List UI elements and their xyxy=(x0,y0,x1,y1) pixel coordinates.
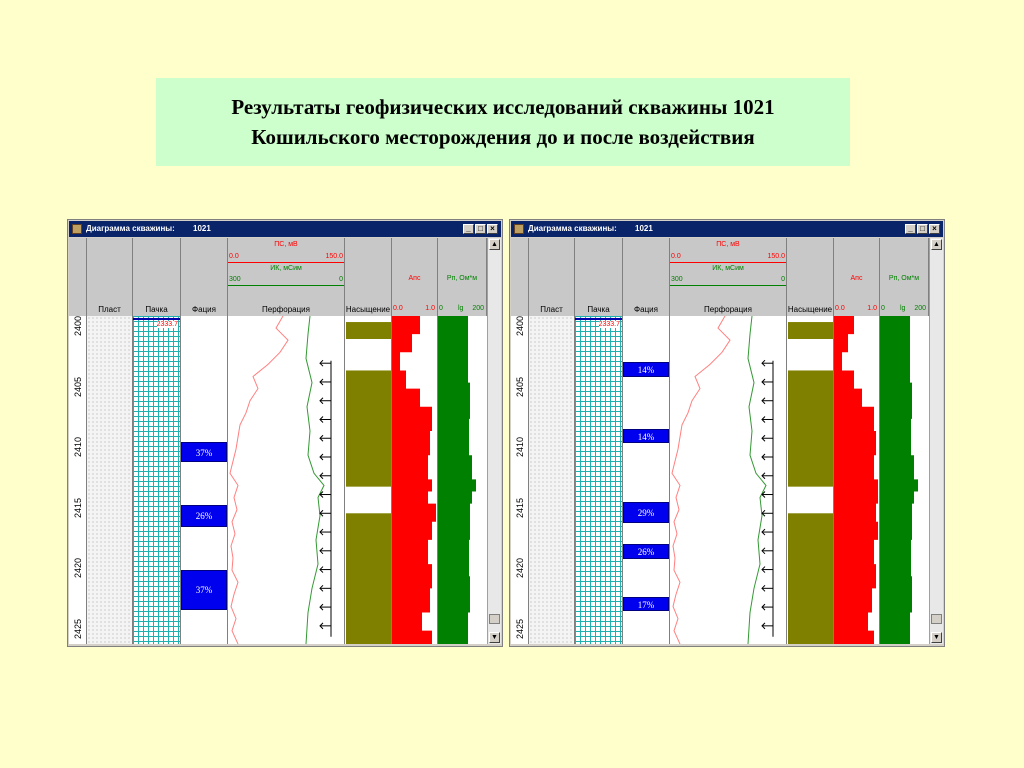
perforation-arrow xyxy=(762,529,773,535)
window-title: Диаграмма скважины: xyxy=(86,224,175,233)
aps-scale-row xyxy=(834,305,879,314)
facies-label: Фация xyxy=(634,305,658,314)
perforation-arrow xyxy=(762,623,773,629)
perforation-arrow xyxy=(320,510,331,516)
curve-track xyxy=(228,316,345,644)
depth-header xyxy=(511,238,529,316)
rp-track xyxy=(880,316,929,644)
perforation-arrow xyxy=(320,529,331,535)
saturation-svg xyxy=(345,316,392,644)
pachka-track xyxy=(133,316,181,644)
perforation-arrow xyxy=(320,623,331,629)
depth-tick-label: 2425 xyxy=(515,618,525,639)
perforation-arrow xyxy=(320,398,331,404)
aps-fill xyxy=(392,316,436,644)
curve-svg xyxy=(670,316,787,644)
perforation-arrow xyxy=(762,360,773,366)
ps-label: ПС, мВ xyxy=(716,241,740,248)
ps-min: 0.0 xyxy=(229,253,239,260)
aps-min: 0.0 xyxy=(393,305,403,312)
perforation-arrow xyxy=(320,379,331,385)
rp-scale-row xyxy=(880,305,928,314)
saturation-block xyxy=(788,322,833,339)
saturation-track xyxy=(345,316,392,644)
aps-max: 1.0 xyxy=(425,305,435,312)
depth-tick-label: 2420 xyxy=(73,558,83,579)
ik-min: 300 xyxy=(229,276,241,283)
track-header xyxy=(69,238,487,316)
scroll-thumb[interactable] xyxy=(931,614,942,624)
minimize-button[interactable]: _ xyxy=(905,224,916,234)
window-titlebar[interactable] xyxy=(69,221,501,237)
saturation-block xyxy=(346,322,391,339)
perforation-arrow xyxy=(762,435,773,441)
close-button[interactable]: × xyxy=(929,224,940,234)
perf-label: Перфорация xyxy=(704,305,752,314)
scroll-down-button[interactable]: ▼ xyxy=(931,632,942,643)
ik-scale-line xyxy=(228,285,344,286)
perforation-arrow xyxy=(320,454,331,460)
pachka-header xyxy=(575,238,623,316)
saturation-block xyxy=(788,370,833,486)
pachka-depth-label: 2333.7 xyxy=(156,321,178,328)
facies-porosity-label[interactable]: 17% xyxy=(623,597,669,612)
rp-svg xyxy=(880,316,929,644)
app-icon xyxy=(72,224,82,234)
rp-track xyxy=(438,316,487,644)
plast-header xyxy=(87,238,133,316)
sat-header xyxy=(787,238,834,316)
ps-scale-line xyxy=(670,262,786,263)
aps-svg xyxy=(834,316,880,644)
facies-porosity-label[interactable]: 29% xyxy=(623,502,669,523)
well-number: 1021 xyxy=(193,224,211,233)
pachka-header xyxy=(133,238,181,316)
slide-title-box xyxy=(156,78,850,166)
ik-scale-line xyxy=(670,285,786,286)
plast-label: Пласт xyxy=(540,305,563,314)
ik-min: 300 xyxy=(671,276,683,283)
perforation-arrow xyxy=(320,492,331,498)
depth-tick-label: 2410 xyxy=(73,437,83,458)
depth-tick-label: 2400 xyxy=(73,316,83,337)
pachka-boundary xyxy=(575,318,622,320)
perforation-arrow xyxy=(762,398,773,404)
ik-max: 0 xyxy=(339,276,343,283)
facies-header xyxy=(623,238,670,316)
aps-track xyxy=(392,316,438,644)
well-diagram-window-after xyxy=(509,219,945,647)
perforation-arrow xyxy=(762,473,773,479)
app-icon xyxy=(514,224,524,234)
window-title: Диаграмма скважины: xyxy=(528,224,617,233)
plast-track xyxy=(87,316,133,644)
depth-tick-label: 2405 xyxy=(73,376,83,397)
rp-min: 0 xyxy=(881,305,885,312)
rp-label: Рп, Ом*м xyxy=(888,275,920,282)
scroll-thumb[interactable] xyxy=(489,614,500,624)
pachka-label: Пачка xyxy=(587,305,610,314)
saturation-block xyxy=(788,513,833,644)
rp-header xyxy=(880,238,929,316)
rp-scale: lg xyxy=(900,305,906,312)
perforation-arrow xyxy=(320,585,331,591)
facies-porosity-label[interactable]: 37% xyxy=(181,570,227,610)
well-number: 1021 xyxy=(635,224,653,233)
curve-header xyxy=(228,238,345,316)
aps-fill xyxy=(834,316,878,644)
perforation-arrow xyxy=(762,604,773,610)
rp-svg xyxy=(438,316,487,644)
scroll-down-button[interactable]: ▼ xyxy=(489,632,500,643)
plast-header xyxy=(529,238,575,316)
aps-label: Апс xyxy=(850,275,863,282)
perforation-arrow xyxy=(762,454,773,460)
ps-min: 0.0 xyxy=(671,253,681,260)
close-button[interactable]: × xyxy=(487,224,498,234)
aps-scale-row xyxy=(392,305,437,314)
rp-scale: lg xyxy=(458,305,464,312)
well-diagram-window-before xyxy=(67,219,503,647)
perforation-arrow xyxy=(320,567,331,573)
depth-track xyxy=(511,316,529,644)
saturation-block xyxy=(346,370,391,486)
rp-max: 200 xyxy=(914,305,926,312)
ps-curve xyxy=(672,316,730,644)
perforation-arrow xyxy=(320,473,331,479)
curve-svg xyxy=(228,316,345,644)
minimize-button[interactable]: _ xyxy=(463,224,474,234)
depth-tick-label: 2405 xyxy=(515,376,525,397)
maximize-button[interactable]: □ xyxy=(475,224,486,234)
aps-min: 0.0 xyxy=(835,305,845,312)
perforation-arrow xyxy=(762,567,773,573)
depth-tick-label: 2410 xyxy=(515,437,525,458)
aps-max: 1.0 xyxy=(867,305,877,312)
ps-max: 150.0 xyxy=(767,253,785,260)
perforation-arrow xyxy=(320,416,331,422)
facies-track xyxy=(623,316,670,644)
depth-header xyxy=(69,238,87,316)
perforation-arrow xyxy=(762,585,773,591)
depth-tick-label: 2425 xyxy=(73,618,83,639)
plast-track xyxy=(529,316,575,644)
ps-label: ПС, мВ xyxy=(274,241,298,248)
pachka-boundary xyxy=(133,318,180,320)
facies-porosity-label[interactable]: 14% xyxy=(623,362,669,377)
facies-porosity-label[interactable]: 37% xyxy=(181,442,227,463)
log-plot[interactable] xyxy=(511,316,929,644)
depth-tick-label: 2415 xyxy=(73,497,83,518)
perforation-arrow xyxy=(320,604,331,610)
ik-label: ИК, мСим xyxy=(270,265,302,272)
ik-label: ИК, мСим xyxy=(712,265,744,272)
depth-tick-label: 2420 xyxy=(515,558,525,579)
plast-label: Пласт xyxy=(98,305,121,314)
depth-track xyxy=(69,316,87,644)
saturation-svg xyxy=(787,316,834,644)
aps-track xyxy=(834,316,880,644)
window-titlebar[interactable] xyxy=(511,221,943,237)
track-header xyxy=(511,238,929,316)
scroll-up-button[interactable]: ▲ xyxy=(931,239,942,250)
facies-track xyxy=(181,316,228,644)
curve-track xyxy=(670,316,787,644)
perforation-arrow xyxy=(762,548,773,554)
ps-curve xyxy=(230,316,288,644)
saturation-block xyxy=(346,513,391,644)
rp-label: Рп, Ом*м xyxy=(446,275,478,282)
depth-tick-label: 2400 xyxy=(515,316,525,337)
rp-header xyxy=(438,238,487,316)
log-plot[interactable] xyxy=(69,316,487,644)
ps-max: 150.0 xyxy=(325,253,343,260)
depth-tick-label: 2415 xyxy=(515,497,525,518)
pachka-depth-label: 2333.7 xyxy=(598,321,620,328)
rp-fill xyxy=(438,316,476,644)
aps-svg xyxy=(392,316,438,644)
rp-max: 200 xyxy=(472,305,484,312)
rp-scale-row xyxy=(438,305,486,314)
vertical-scrollbar[interactable] xyxy=(487,238,501,644)
sat-label: Насыщение xyxy=(787,305,833,314)
ps-scale-line xyxy=(228,262,344,263)
pachka-label: Пачка xyxy=(145,305,168,314)
aps-header xyxy=(834,238,880,316)
facies-header xyxy=(181,238,228,316)
perforation-arrow xyxy=(762,510,773,516)
perforation-arrow xyxy=(762,416,773,422)
rp-min: 0 xyxy=(439,305,443,312)
ik-max: 0 xyxy=(781,276,785,283)
facies-porosity-label[interactable]: 26% xyxy=(181,505,227,527)
sat-label: Насыщение xyxy=(345,305,391,314)
perforation-arrow xyxy=(762,379,773,385)
curve-header xyxy=(670,238,787,316)
perforation-arrow xyxy=(320,548,331,554)
pachka-track xyxy=(575,316,623,644)
sat-header xyxy=(345,238,392,316)
perf-label: Перфорация xyxy=(262,305,310,314)
saturation-track xyxy=(787,316,834,644)
scroll-up-button[interactable]: ▲ xyxy=(489,239,500,250)
aps-label: Апс xyxy=(408,275,421,282)
perforation-arrow xyxy=(320,360,331,366)
rp-fill xyxy=(880,316,918,644)
facies-label: Фация xyxy=(192,305,216,314)
perforation-arrow xyxy=(320,435,331,441)
perforation-arrow xyxy=(762,492,773,498)
maximize-button[interactable]: □ xyxy=(917,224,928,234)
facies-porosity-label[interactable]: 26% xyxy=(623,544,669,560)
facies-porosity-label[interactable]: 14% xyxy=(623,429,669,444)
vertical-scrollbar[interactable] xyxy=(929,238,943,644)
slide-title-line-1: Результаты геофизических исследований скважины 1021 xyxy=(231,95,775,119)
aps-header xyxy=(392,238,438,316)
slide-title-line-2: Кошильского месторождения до и после воздействия xyxy=(251,125,755,149)
